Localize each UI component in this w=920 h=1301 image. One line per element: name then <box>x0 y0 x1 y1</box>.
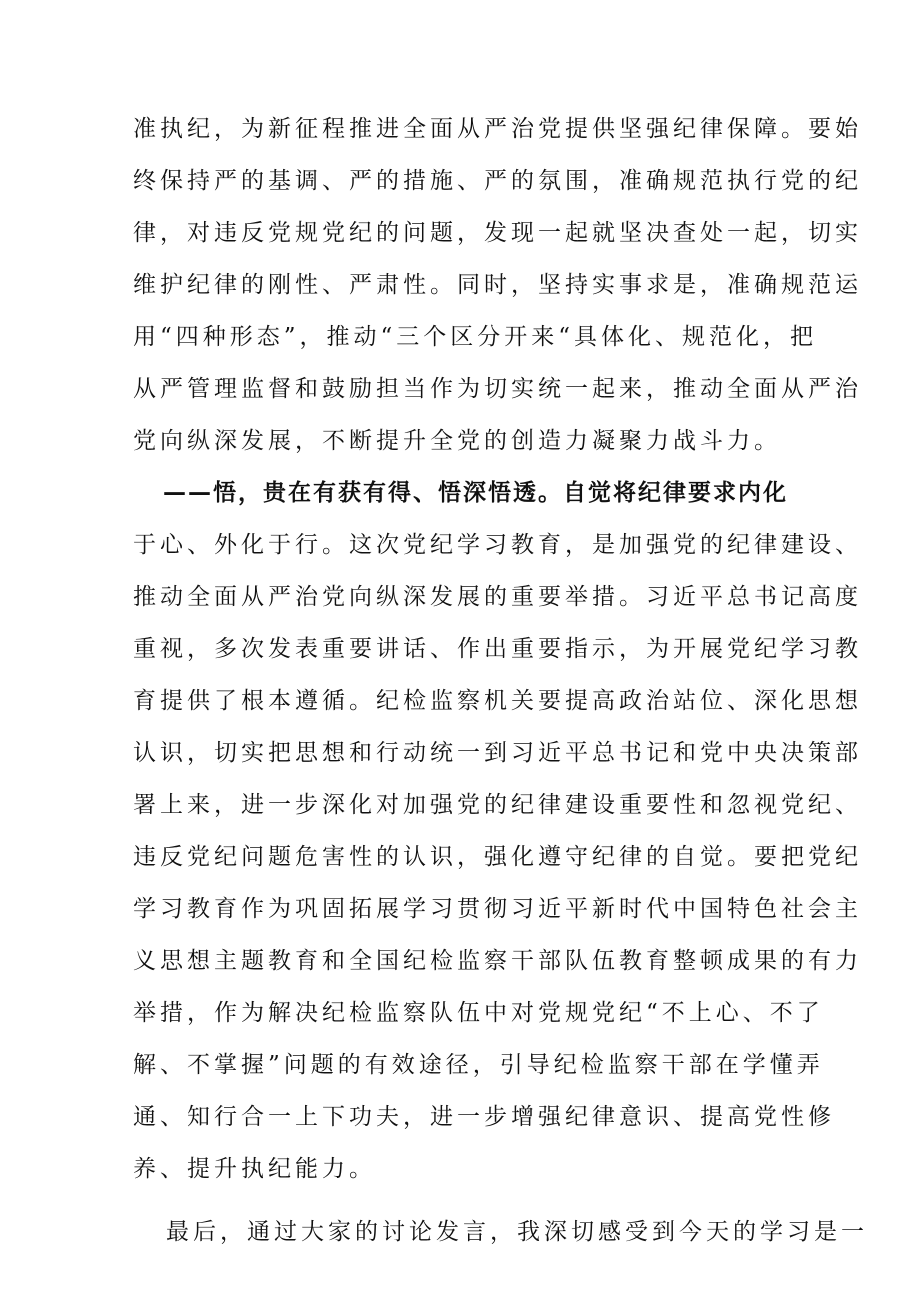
text-line: 养、提升执纪能力。 <box>133 1156 376 1182</box>
text-line: 学习教育作为巩固拓展学习贯彻习近平新时代中国特色社会主 <box>133 896 862 922</box>
text-line: 于心、外化于行。这次党纪学习教育，是加强党的纪律建设、 <box>133 532 862 558</box>
text-line: 准执纪，为新征程推进全面从严治党提供坚强纪律保障。要始 <box>133 116 862 142</box>
text-line: 认识，切实把思想和行动统一到习近平总书记和党中央决策部 <box>133 740 862 766</box>
text-line: 违反党纪问题危害性的认识，强化遵守纪律的自觉。要把党纪 <box>133 844 862 870</box>
text-line: 通、知行合一上下功夫，进一步增强纪律意识、提高党性修 <box>133 1104 835 1130</box>
text-line: 律，对违反党规党纪的问题，发现一起就坚决查处一起，切实 <box>133 220 862 246</box>
text-line: 维护纪律的刚性、严肃性。同时，坚持实事求是，准确规范运 <box>133 272 862 298</box>
text-line: 解、不掌握”问题的有效途径，引导纪检监察干部在学懂弄 <box>133 1052 824 1078</box>
text-line: 署上来，进一步深化对加强党的纪律建设重要性和忽视党纪、 <box>133 792 862 818</box>
text-line: 党向纵深发展，不断提升全党的创造力凝聚力战斗力。 <box>133 428 781 454</box>
text-line: 终保持严的基调、严的措施、严的氛围，准确规范执行党的纪 <box>133 168 862 194</box>
section-heading: ——悟，贵在有获有得、悟深悟透。自觉将纪律要求内化 <box>163 480 788 506</box>
paragraph-first-line: 最后，通过大家的讨论发言，我深切感受到今天的学习是一 <box>166 1219 868 1245</box>
text-line: 从严管理监督和鼓励担当作为切实统一起来，推动全面从严治 <box>133 376 862 402</box>
text-line: 育提供了根本遵循。纪检监察机关要提高政治站位、深化思想 <box>133 688 862 714</box>
text-line: 用“四种形态”，推动“三个区分开来“具体化、规范化，把 <box>133 324 818 350</box>
text-line: 义思想主题教育和全国纪检监察干部队伍教育整顿成果的有力 <box>133 948 862 974</box>
text-line: 重视，多次发表重要讲话、作出重要指示，为开展党纪学习教 <box>133 636 862 662</box>
text-line: 举措，作为解决纪检监察队伍中对党规党纪“不上心、不了 <box>133 1000 824 1026</box>
text-line: 推动全面从严治党向纵深发展的重要举措。习近平总书记高度 <box>133 584 862 610</box>
